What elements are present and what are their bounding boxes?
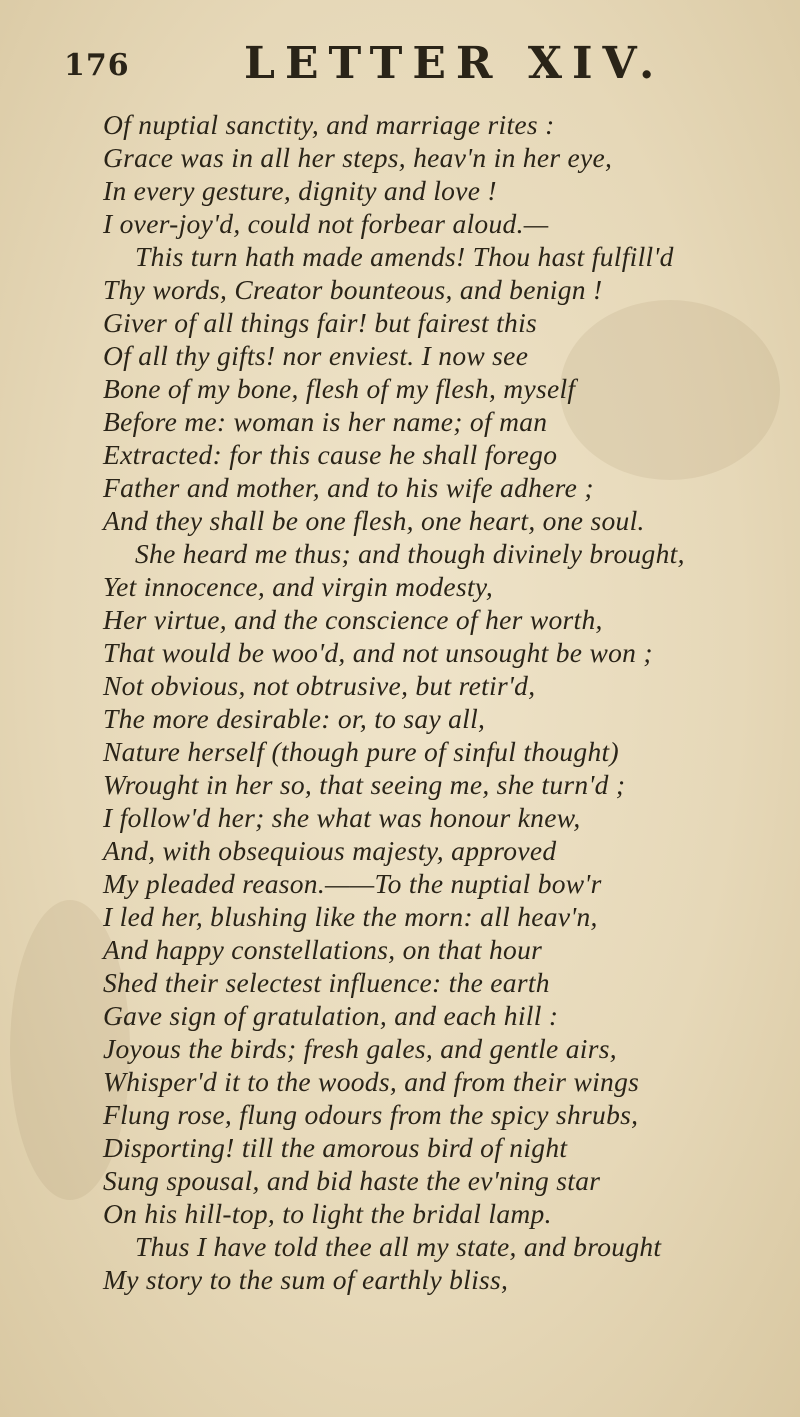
poem-line: Not obvious, not obtrusive, but retir'd, — [103, 670, 536, 701]
poem-line: And, with obsequious majesty, approved — [103, 835, 557, 866]
poem-line: Of all thy gifts! nor enviest. I now see — [103, 340, 529, 371]
poem-line: I over-joy'd, could not forbear aloud.— — [103, 208, 549, 239]
poem-line: Extracted: for this cause he shall forego — [103, 439, 558, 470]
poem-line: Of nuptial sanctity, and marriage rites : — [103, 109, 555, 140]
poem-line: That would be woo'd, and not unsought be won ; — [103, 637, 653, 668]
poem-line: On his hill-top, to light the bridal lamp. — [103, 1198, 552, 1229]
poem-line: The more desirable: or, to say all, — [103, 703, 486, 734]
poem-line: Grace was in all her steps, heav'n in her eye, — [103, 142, 613, 173]
poem-line: Her virtue, and the conscience of her worth, — [103, 604, 603, 635]
poem-line: Joyous the birds; fresh gales, and gentle airs, — [103, 1033, 617, 1064]
poem-line: Bone of my bone, flesh of my flesh, myself — [103, 373, 576, 404]
running-head: LETTER XIV. — [244, 38, 665, 89]
page-number: 176 — [64, 48, 130, 83]
poem-line: My story to the sum of earthly bliss, — [103, 1264, 509, 1295]
poem-line: And they shall be one flesh, one heart, one soul. — [103, 505, 645, 536]
poem-line: Giver of all things fair! but fairest this — [103, 307, 538, 338]
poem-line: I led her, blushing like the morn: all heav'n, — [103, 901, 598, 932]
poem-line: Yet innocence, and virgin modesty, — [103, 571, 494, 602]
poem-line: My pleaded reason.——To the nuptial bow'r — [103, 868, 602, 899]
poem-line: Nature herself (though pure of sinful thought) — [103, 736, 619, 767]
poem-line: I follow'd her; she what was honour knew, — [103, 802, 581, 833]
poem-line: Sung spousal, and bid haste the ev'ning star — [103, 1165, 601, 1196]
poem-line: Whisper'd it to the woods, and from their wings — [103, 1066, 640, 1097]
poem-line: Shed their selectest influence: the earth — [103, 967, 550, 998]
poem-line: Disporting! till the amorous bird of night — [103, 1132, 568, 1163]
poem-line: She heard me thus; and though divinely brought, — [135, 538, 685, 569]
poem-line: Thy words, Creator bounteous, and benign ! — [103, 274, 603, 305]
page-header — [64, 34, 764, 94]
poem-line: And happy constellations, on that hour — [103, 934, 543, 965]
poem-line: In every gesture, dignity and love ! — [103, 175, 497, 206]
poem-line: Flung rose, flung odours from the spicy shrubs, — [103, 1099, 639, 1130]
poem-line: Thus I have told thee all my state, and brought — [135, 1231, 662, 1262]
poem-line: Before me: woman is her name; of man — [103, 406, 548, 437]
poem-line: Wrought in her so, that seeing me, she turn'd ; — [103, 769, 626, 800]
poem-line: Gave sign of gratulation, and each hill : — [103, 1000, 559, 1031]
paper-stain — [560, 300, 780, 480]
poem-line: Father and mother, and to his wife adhere ; — [103, 472, 594, 503]
poem-line: This turn hath made amends! Thou hast fulfill'd — [135, 241, 674, 272]
